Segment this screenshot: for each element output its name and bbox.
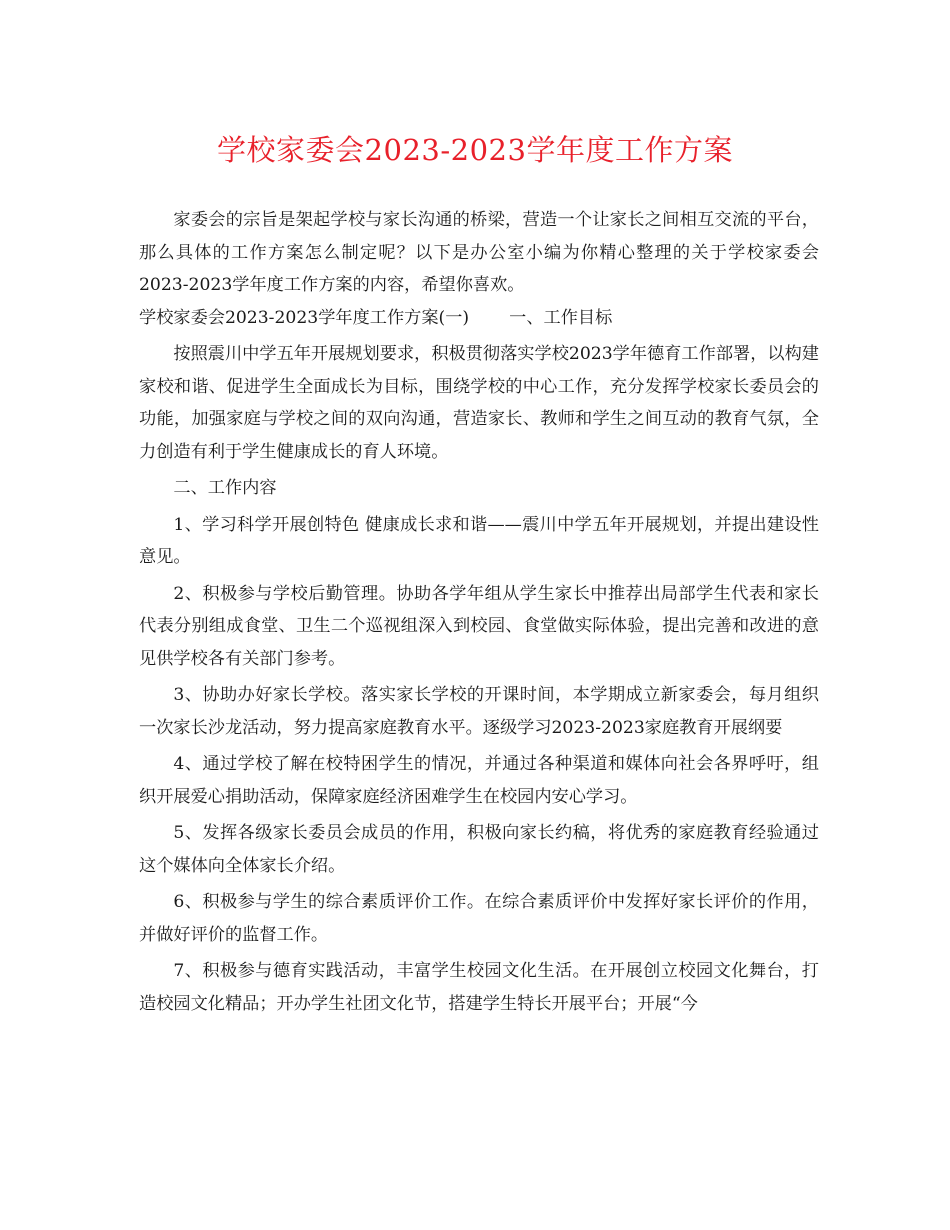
section-heading-content: 二、工作内容 xyxy=(173,478,277,498)
plan-subtitle: 学校家委会2023-2023学年度工作方案(一) xyxy=(139,307,470,328)
intro-paragraph: 家委会的宗旨是架起学校与家长沟通的桥梁，营造一个让家长之间相互交流的平台，那么具体的工作方案怎么制定呢？以下是办公室小编为你精心整理的关于学校家委会2023-2023学年度工作方案的内容，希望你喜欢。 xyxy=(139,210,819,295)
section-heading-goals: 一、工作目标 xyxy=(509,307,613,328)
list-item: 6、积极参与学生的综合素质评价工作。在综合素质评价中发挥好家长评价的作用，并做好评价的监督工作。 xyxy=(139,892,819,945)
subtitle-line xyxy=(139,302,819,335)
list-item: 3、协助办好家长学校。落实家长学校的开课时间，本学期成立新家委会，每月组织一次家长沙龙活动，努力提高家庭教育水平。逐级学习2023-2023家庭教育开展纲要 xyxy=(139,685,819,738)
document-body xyxy=(139,204,819,1024)
list-item: 2、积极参与学校后勤管理。协助各学年组从学生家长中推荐出局部学生代表和家长代表分别组成食堂、卫生二个巡视组深入到校园、食堂做实际体验，提出完善和改进的意见供学校各有关部门参考。 xyxy=(139,583,819,669)
list-item: 7、积极参与德育实践活动，丰富学生校园文化生活。在开展创立校园文化舞台，打造校园文化精品；开办学生社团文化节，搭建学生特长开展平台；开展“今 xyxy=(139,961,819,1014)
list-item: 4、通过学校了解在校特困学生的情况，并通过各种渠道和媒体向社会各界呼吁，组织开展爱心捐助活动，保障家庭经济困难学生在校园内安心学习。 xyxy=(139,754,819,807)
goals-paragraph: 按照震川中学五年开展规划要求，积极贯彻落实学校2023学年德育工作部署，以构建家校和谐、促进学生全面成长为目标，围绕学校的中心工作，充分发挥学校家长委员会的功能，加强家庭与学校之间的双向沟通，营造家长、教师和学生之间互动的教育气氛，全力创造有利于学生健康成长的育人环境。 xyxy=(139,344,819,462)
page-title: 学校家委会2023-2023学年度工作方案 xyxy=(217,133,733,167)
list-item: 1、学习科学开展创特色 健康成长求和谐——震川中学五年开展规划，并提出建设性意见。 xyxy=(139,514,819,567)
list-item: 5、发挥各级家长委员会成员的作用，积极向家长约稿，将优秀的家庭教育经验通过这个媒体向全体家长介绍。 xyxy=(139,823,819,876)
